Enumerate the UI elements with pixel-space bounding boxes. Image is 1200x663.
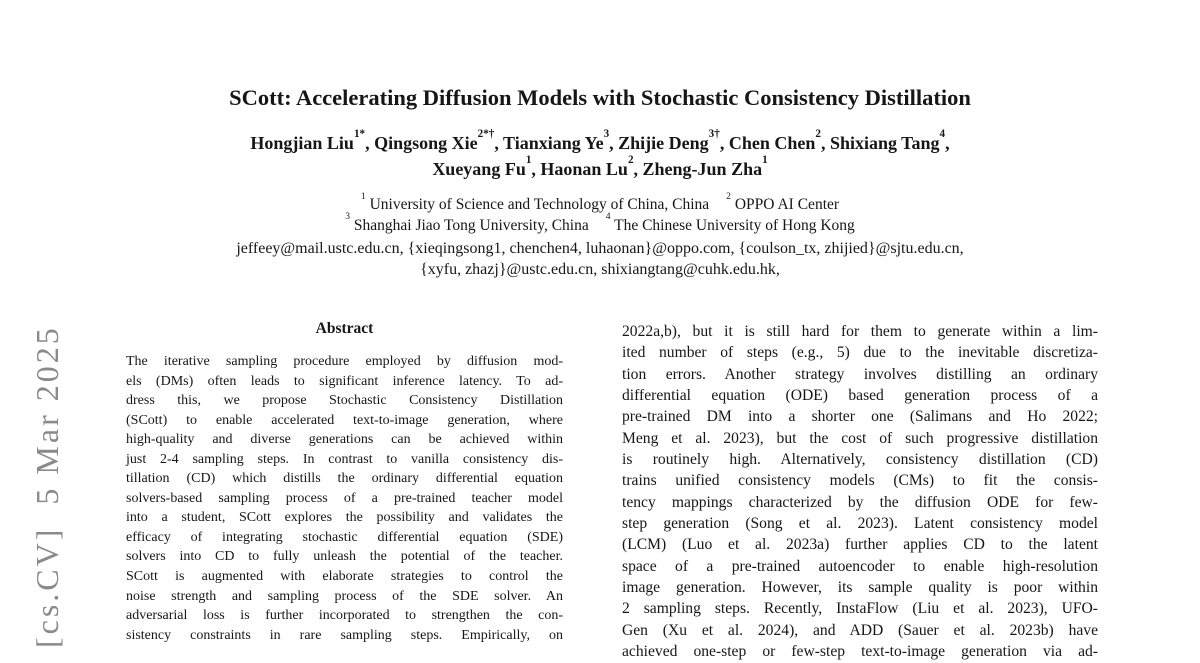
text-line: ited number of steps (e.g., 5) due to the inevitable discretiza- — [622, 344, 1098, 362]
text-line: solvers into CD to fully unleash the potential of the teacher. — [126, 549, 563, 565]
text-line: into a student, SCott explores the possibility and validates the — [126, 510, 563, 526]
author-emails — [0, 238, 1200, 280]
text-run: , Tianxiang Ye — [494, 133, 604, 153]
text-run: , Zheng-Jun Zha — [633, 159, 763, 179]
superscript-mark: 1 — [525, 153, 532, 166]
text-run: Hongjian Liu — [250, 133, 354, 153]
text-line: els (DMs) often leads to significant inference latency. To ad- — [126, 373, 563, 389]
superscript-mark: 2 — [627, 153, 634, 166]
text-line: efficacy of integrating stochastic differential equation (SDE) — [126, 529, 563, 545]
superscript-mark: 4 — [939, 127, 946, 140]
introduction-column — [622, 321, 1098, 663]
text-line: sistency constraints in rare sampling steps. Empirically, on — [126, 627, 563, 643]
text-line: 2022a,b), but it is still hard for them to generate within a lim- — [622, 323, 1098, 340]
text-line — [0, 153, 1200, 182]
text-run: , Shixiang Tang — [820, 133, 940, 153]
text-line: differential equation (ODE) based generation process of a — [622, 387, 1098, 405]
text-line: Gen (Xu et al. 2024), and ADD (Sauer et al. 2023b) have — [622, 621, 1098, 639]
superscript-mark: 2 — [726, 190, 731, 202]
text-run: OPPO AI Center — [730, 196, 840, 213]
superscript-mark: 1 — [360, 190, 366, 202]
text-line: image generation. However, its sample quality is poor within — [622, 579, 1098, 597]
text-run: , — [945, 133, 950, 153]
superscript-mark: 3 — [603, 127, 610, 140]
text-line: high-quality and diverse generations can be achieved within — [126, 432, 563, 448]
text-run: Shanghai Jiao Tong University, China — [350, 216, 589, 234]
text-line — [0, 127, 1200, 156]
text-line: step generation (Song et al. 2023). Latent consistency model — [622, 515, 1098, 533]
text-line: adversarial loss is further incorporated to strengthen the con- — [126, 608, 563, 624]
text-line: (LCM) (Luo et al. 2023a) further applies CD to the latent — [622, 536, 1098, 554]
partial-clipped-line: achieved one-step or few-step text-to-image generation via ad- — [622, 643, 1098, 661]
intro-body — [622, 321, 1098, 641]
text-line: Meng et al. 2023), but the cost of such progressive distillation — [622, 429, 1098, 447]
text-run: Xueyang Fu — [432, 159, 526, 179]
text-line: solvers-based sampling process of a pre-trained teacher model — [126, 490, 563, 506]
text-line: dress this, we propose Stochastic Consistency Distillation — [126, 393, 563, 409]
affiliations — [0, 190, 1200, 236]
text-line: just 2-4 sampling steps. In contrast to vanilla consistency dis- — [126, 451, 563, 467]
text-line: tillation (CD) which distills the ordinary differential equation — [126, 471, 563, 487]
email-line: {xyfu, zhazj}@ustc.edu.cn, shixiangtang@cuhk.edu.hk, — [420, 261, 780, 278]
superscript-mark: 4 — [605, 211, 611, 223]
superscript-mark: 3 — [345, 211, 351, 223]
text-line: (SCott) to enable accelerated text-to-image generation, where — [126, 412, 563, 428]
superscript-mark: 2 — [815, 127, 821, 140]
text-run: University of Science and Technology of China, China — [365, 196, 710, 213]
text-line: tion errors. Another strategy involves distilling an ordinary — [622, 365, 1098, 383]
text-line: tency mappings characterized by the diffusion ODE for few- — [622, 493, 1098, 511]
text-line: SCott is augmented with elaborate strategies to control the — [126, 569, 563, 585]
paper-title: SCott: Accelerating Diffusion Models with Stochastic Consistency Distillation — [229, 85, 971, 110]
text-line: The iterative sampling procedure employed by diffusion mod- — [126, 354, 563, 369]
superscript-mark: 2*† — [477, 127, 495, 140]
text-run: , Qingsong Xie — [365, 133, 478, 153]
text-line: space of a pre-trained autoencoder to enable high-resolution — [622, 557, 1098, 575]
arxiv-category-banner: [cs.CV] 5 Mar 2025 — [29, 325, 65, 648]
text-run: , Chen Chen — [719, 133, 816, 153]
text-line: pre-trained DM into a shorter one (Salimans and Ho 2022; — [622, 408, 1098, 426]
text-run: , Zhijie Deng — [609, 133, 709, 153]
text-run: The Chinese University of Hong Kong — [610, 216, 855, 234]
text-line: is routinely high. Alternatively, consistency distillation (CD) — [622, 451, 1098, 469]
author-list — [0, 127, 1200, 182]
superscript-mark: 3† — [708, 127, 720, 140]
text-line — [0, 211, 1200, 237]
superscript-mark: 1 — [762, 153, 768, 166]
abstract-body — [126, 352, 563, 645]
text-line — [0, 190, 1200, 216]
text-run: , Haonan Lu — [531, 159, 628, 179]
email-line: jeffeey@mail.ustc.edu.cn, {xieqingsong1, chenchen4, luhaonan}@oppo.com, {coulson_tx, zhijied}@sjtu.edu.cn, — [236, 240, 964, 257]
text-line: trains unified consistency models (CMs) to fit the consis- — [622, 472, 1098, 490]
superscript-mark: 1* — [353, 127, 366, 140]
abstract-heading: Abstract — [315, 320, 374, 337]
text-line: 2 sampling steps. Recently, InstaFlow (Liu et al. 2023), UFO- — [622, 600, 1098, 618]
abstract-section — [126, 319, 563, 645]
text-line: noise strength and sampling process of the SDE solver. An — [126, 588, 563, 604]
